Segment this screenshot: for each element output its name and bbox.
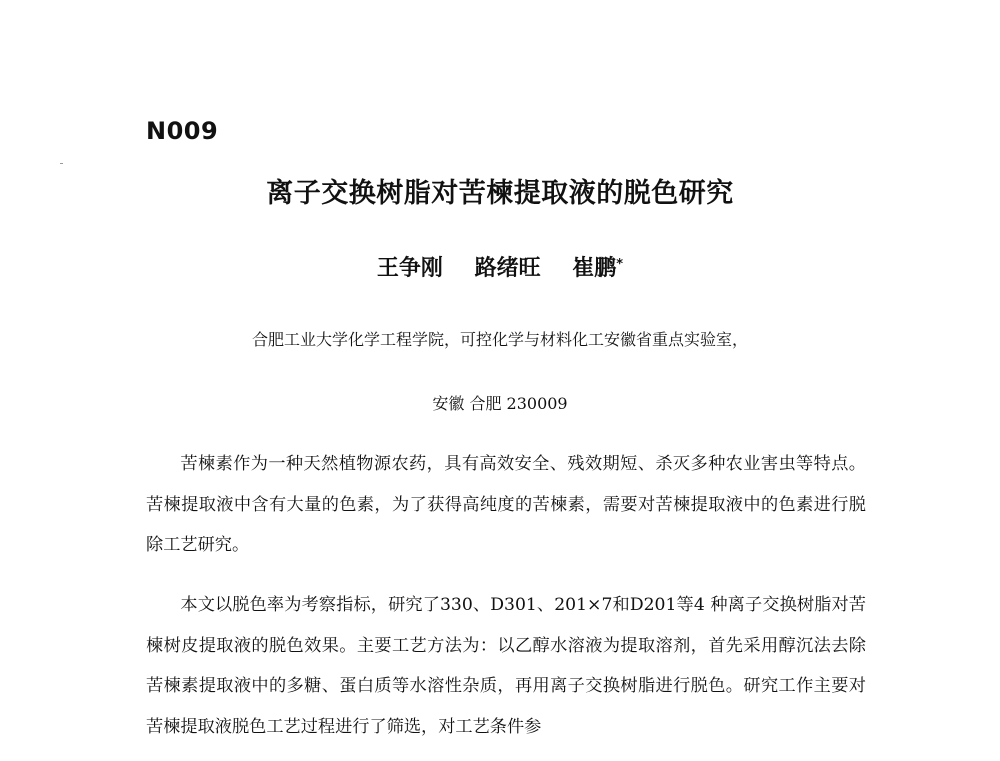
corresponding-author-mark: * [616, 257, 624, 272]
affiliation-line-2: 安徽 合肥 230009 [432, 394, 568, 413]
scan-speck [60, 163, 63, 164]
affiliation-line-1: 合肥工业大学化学工程学院，可控化学与材料化工安徽省重点实验室， [251, 330, 748, 349]
body-paragraph: 苦楝素作为一种天然植物源农药，具有高效安全、残效期短、杀灭多种农业害虫等特点。苦楝提取液中含有大量的色素，为了获得高纯度的苦楝素，需要对苦楝提取液中的色素进行脱除工艺研究。 [146, 454, 866, 555]
abstract-code: N009 [146, 117, 219, 145]
author-list [0, 252, 1000, 286]
author-name: 王争刚 [376, 256, 443, 281]
body-paragraph-2-block [146, 585, 866, 747]
body-paragraph-1-block [146, 444, 866, 566]
author-name: 崔鹏 [572, 256, 617, 281]
paper-title: 离子交换树脂对苦楝提取液的脱色研究 [266, 178, 734, 209]
author-name: 路绪旺 [474, 256, 541, 281]
author-1 [377, 252, 443, 286]
author-3 [572, 252, 623, 286]
author-2 [475, 252, 541, 286]
body-paragraph: 本文以脱色率为考察指标，研究了330、D301、201×7和D201等4 种离子交换树脂对苦楝树皮提取液的脱色效果。主要工艺方法为：以乙醇水溶液为提取溶剂，首先采用醇沉法去除苦楝素提取液中的多糖、蛋白质等水溶性杂质，再用离子交换树脂进行脱色。研究工作主要对苦楝提取液脱色工艺过程进行了筛选，对工艺条件参 [146, 595, 866, 737]
